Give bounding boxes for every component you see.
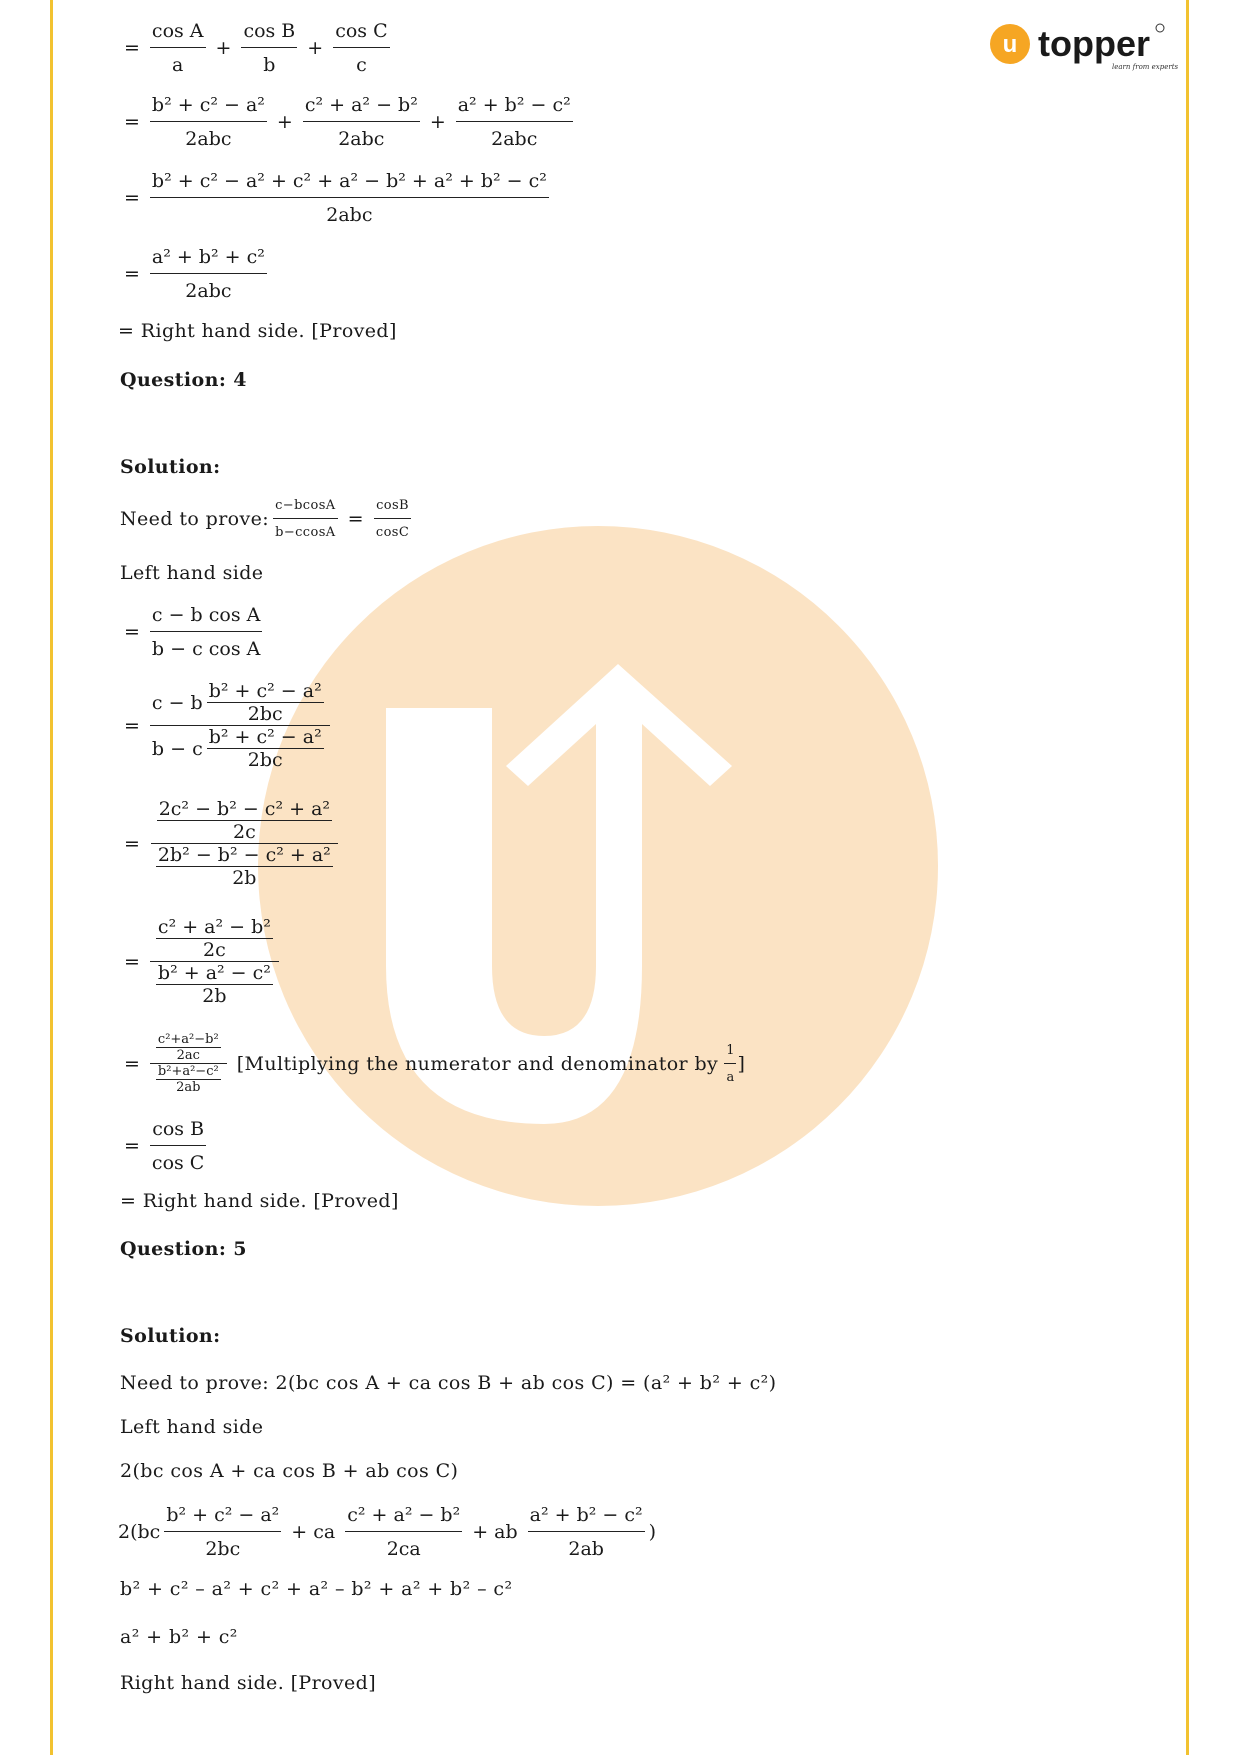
q5-need-to-prove: Need to prove: 2(bc cos A + ca cos B + ab cos C) = (a² + b² + c²)	[120, 1372, 777, 1394]
q4-step-3: = $\frac{\frac{\text{2c² − b² − c² + a²}}{2c}}{\frac{\text{2b² − b² − c² + a²}}{2b}}$	[118, 798, 343, 889]
q5-step-1: 2(bc cos A + ca cos B + ab cos C)	[120, 1460, 459, 1482]
q5-heading: Question: 5	[120, 1238, 247, 1260]
q5-conclusion: Right hand side. [Proved]	[120, 1672, 377, 1694]
q3-conclusion: = Right hand side. [Proved]	[118, 320, 397, 342]
watermark-logo	[258, 526, 938, 1206]
q3-step-3: = $\frac{\text{b² + c² − a² + c² + a² − b² + a² + b² − c²}}{\text{2abc}}$	[124, 170, 547, 226]
q3-step-2: = $\frac{\text{b² + c² − a²}}{\text{2abc}}$ + $\frac{\text{c² + a² − b²}}{\text{2abc}}$ + $\frac{\text{a² + b² − c²}}{\text{2abc}}$	[124, 94, 571, 150]
q4-step-2: = c − b $\frac{\text{b² + c² − a²}}{2bc}$ b − c $\frac{\text{b² + c² − a²}}{2bc}$	[118, 680, 334, 771]
q4-step-6: = $\frac{\text{cos B}}{\text{cos C}}$	[124, 1118, 205, 1174]
page-border-right	[1186, 0, 1189, 1755]
q4-solution-heading: Solution:	[120, 456, 221, 478]
q4-step-1: = $\frac{\text{c − b cos A}}{\text{b − c cos A}}$	[124, 604, 261, 660]
svg-text:u: u	[1002, 31, 1018, 58]
q5-step-4: a² + b² + c²	[120, 1626, 238, 1648]
svg-text:topper: topper	[1038, 23, 1150, 64]
page-border-left	[50, 0, 53, 1755]
q4-need-to-prove: Need to prove: $\frac{c-bcosA}{b-ccosA}$ = $\frac{\cos B}{\cos C}$	[120, 498, 410, 540]
q4-step-4: = $\frac{\frac{\text{c² + a² − b²}}{2c}}{\frac{\text{b² + a² − c²}}{2b}}$	[118, 916, 283, 1007]
q3-step-1: = $\frac{\text{cos A}}{a}$ + $\frac{\text{cos B}}{b}$ + $\frac{\text{cos C}}{c}$	[124, 20, 388, 76]
q4-heading: Question: 4	[120, 369, 247, 391]
q5-step-3: b² + c² – a² + c² + a² – b² + a² + b² – c²	[120, 1578, 513, 1600]
q5-step-2: 2(bc $\frac{\text{b² + c² − a²}}{2bc}$ + ca $\frac{\text{c² + a² − b²}}{2ca}$ + ab $\frac{\text{a² + b² − c²}}{2ab}$ )	[118, 1504, 657, 1560]
q3-step-4: = $\frac{\text{a² + b² + c²}}{\text{2abc}}$	[124, 246, 265, 302]
q4-step-5: = $\frac{\frac{\text{c²+a²−b²}}{2ac}}{\frac{\text{b²+a²−c²}}{2ab}}$ [Multiplying the numerator and denominator by $\frac{1}{a}$ ]	[124, 1032, 746, 1095]
q5-lhs-label: Left hand side	[120, 1416, 264, 1438]
svg-text:learn from experts: learn from experts	[1112, 63, 1179, 71]
q4-lhs-label: Left hand side	[120, 562, 264, 584]
brand-logo	[986, 18, 1179, 78]
q4-conclusion: = Right hand side. [Proved]	[120, 1190, 399, 1212]
q5-solution-heading: Solution:	[120, 1325, 221, 1347]
